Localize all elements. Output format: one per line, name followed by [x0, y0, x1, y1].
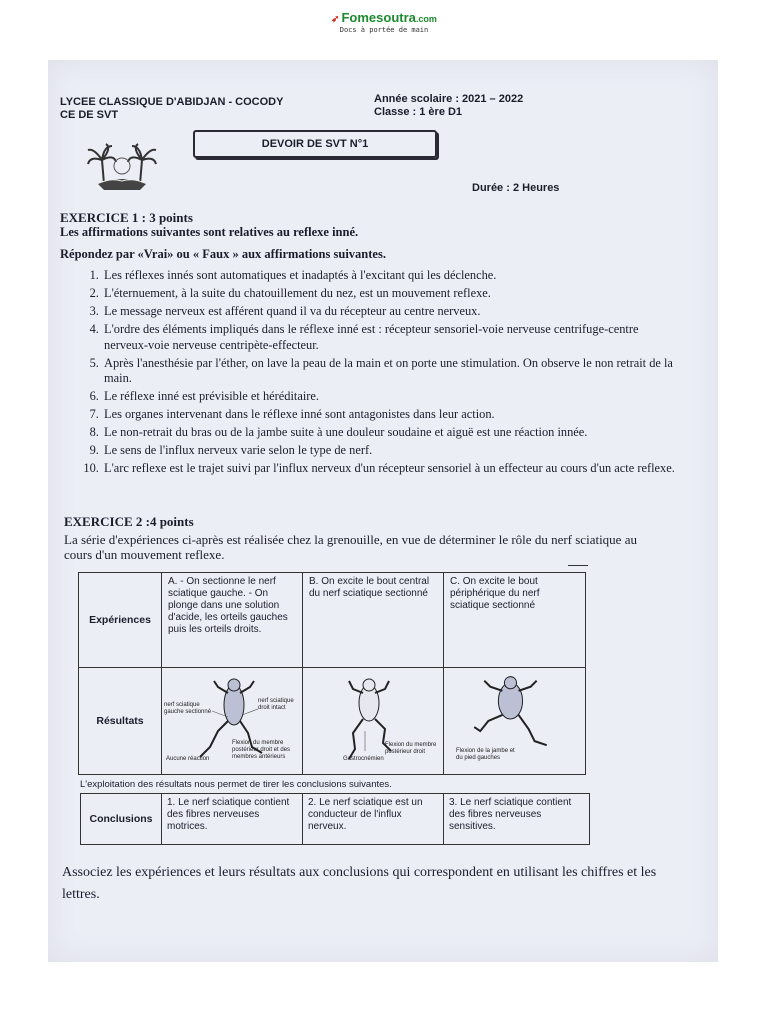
exercise-2-intro: La série d'expériences ci-après est réalisée chez la grenouille, en vue de déterminer le rôle du nerf sciatique au cours d'un mouvement reflexe. — [64, 532, 637, 562]
school-header — [60, 96, 283, 122]
exercise-2-title: EXERCICE 2 :4 points — [64, 514, 194, 529]
class-level: Classe : 1 ère D1 — [374, 106, 463, 118]
list-item: 1. Les réflexes innés sont automatiques et inadaptés à l'excitant qui les déclenche. — [102, 268, 682, 284]
list-item: 3. Le message nerveux est afférent quand il va du récepteur au centre nerveux. — [102, 304, 682, 320]
divider — [568, 565, 588, 566]
result-a — [162, 668, 303, 775]
school-year: Année scolaire : 2021 – 2022 — [374, 93, 524, 105]
list-item: 9. Le sens de l'influx nerveux varie selon le type de nerf. — [102, 443, 682, 459]
experiment-a: A. - On sectionne le nerf sciatique gauche. - On plonge dans une solution d'acide, les orteils gauches puis les orteils droits. — [162, 573, 303, 668]
row-header-conclusions: Conclusions — [81, 794, 162, 845]
brand-mark-icon: ➶ — [331, 14, 340, 25]
label-no-reaction: Aucune réaction — [166, 756, 210, 762]
site-logo — [0, 10, 768, 34]
exploitation-text: L'exploitation des résultats nous permet de tirer les conclusions suivantes. — [80, 779, 392, 790]
label-flexion-right-b: Flexion du membre postérieur droit — [385, 742, 437, 755]
list-item: 8. Le non-retrait du bras ou de la jambe suite à une douleur soudaine et aiguë est une réaction innée. — [102, 425, 682, 441]
list-item: 10. L'arc reflexe est le trajet suivi par l'influx nerveux d'un récepteur sensoriel à un effecteur au cours d'un acte reflexe. — [102, 461, 682, 477]
list-item: 7. Les organes intervenant dans le réflexe inné sont antagonistes dans leur action. — [102, 407, 682, 423]
table-row — [81, 794, 590, 845]
experiment-c: C. On excite le bout périphérique du nerf sciatique sectionné — [444, 573, 586, 668]
exercise-1-instruction: Répondez par «Vrai» ou « Faux » aux affirmations suivantes. — [60, 247, 386, 261]
list-item: 4. L'ordre des éléments impliqués dans le réflexe inné est : récepteur sensoriel-voie nerveuse centrifuge-centre nerveux-voie nerveuse centripète-effecteur. — [102, 322, 682, 354]
department: CE DE SVT — [60, 109, 119, 121]
row-header-experiences: Expériences — [79, 573, 162, 668]
label-flexion-left: Flexion de la jambe et du pied gauches — [456, 748, 515, 761]
label-flexion-right: Flexion du membre postérieur droit et des membres antérieurs — [232, 740, 291, 760]
conclusion-1: 1. Le nerf sciatique contient des fibres nerveuses motrices. — [162, 794, 303, 845]
brand-name: Fomesoutra — [341, 10, 416, 25]
school-name: LYCEE CLASSIQUE D'ABIDJAN - COCODY — [60, 96, 284, 108]
year-class-header — [374, 93, 523, 119]
exercise-1-intro: Les affirmations suivantes sont relatives au reflexe inné. — [60, 225, 359, 239]
exercise-1-title: EXERCICE 1 : 3 points — [60, 210, 193, 225]
list-item: 5. Après l'anesthésie par l'éther, on lave la peau de la main et on porte une stimulation. On observe le non retrait de la main. — [102, 356, 682, 388]
label-left-nerve-cut: nerf sciatique gauche sectionné — [164, 702, 212, 715]
duration: Durée : 2 Heures — [472, 182, 560, 194]
result-c — [444, 668, 586, 775]
exam-page — [48, 60, 718, 962]
label-gastrocnemius: Gastrocnémien — [343, 756, 384, 762]
exam-title: DEVOIR DE SVT N°1 — [193, 130, 437, 158]
conclusion-3: 3. Le nerf sciatique contient des fibres nerveuses sensitives. — [444, 794, 590, 845]
site-tagline: Docs à portée de main — [339, 26, 429, 34]
table-row — [79, 573, 586, 668]
affirmations-list — [76, 268, 682, 479]
experiments-table — [78, 572, 586, 775]
association-instruction: Associez les expériences et leurs résultats aux conclusions qui correspondent en utilisant les chiffres et les lettres. — [62, 865, 657, 902]
brand-suffix: .com — [415, 14, 437, 24]
list-item: 6. Le réflexe inné est prévisible et héréditaire. — [102, 389, 682, 405]
conclusions-table — [80, 793, 590, 845]
result-b — [303, 668, 444, 775]
label-right-nerve-intact: nerf sciatique droit intact — [258, 698, 294, 711]
list-item: 2. L'éternuement, à la suite du chatouillement du nez, est un mouvement reflexe. — [102, 286, 682, 302]
experiment-b: B. On excite le bout central du nerf sciatique sectionné — [303, 573, 444, 668]
school-emblem-icon — [86, 140, 158, 198]
table-row — [79, 668, 586, 775]
row-header-results: Résultats — [79, 668, 162, 775]
conclusion-2: 2. Le nerf sciatique est un conducteur de l'influx nerveux. — [303, 794, 444, 845]
site-brand — [0, 10, 768, 25]
